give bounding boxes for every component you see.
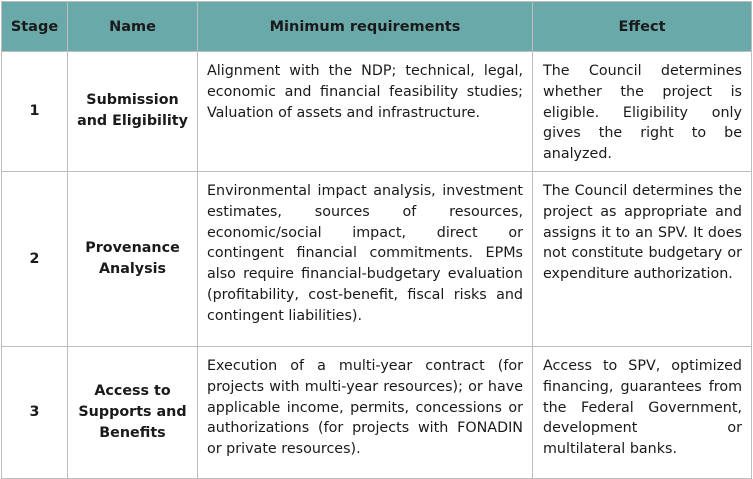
table-body	[2, 52, 752, 479]
header-stage: Stage	[2, 2, 68, 52]
table-row	[2, 52, 752, 172]
header-effect: Effect	[533, 2, 752, 52]
stage-name: Provenance Analysis	[68, 171, 198, 346]
stage-name: Access to Supports and Benefits	[68, 346, 198, 478]
header-row	[2, 2, 752, 52]
effect-cell: The Council determines whether the project is eligible. Eligibility only gives the right to be analyzed.	[533, 52, 752, 172]
stage-number: 1	[2, 52, 68, 172]
header-minimum-requirements: Minimum requirements	[198, 2, 533, 52]
minimum-requirements-cell: Alignment with the NDP; technical, legal, economic and financial feasibility studies; Valuation of assets and infrastructure.	[198, 52, 533, 172]
effect-cell: The Council determines the project as appropriate and assigns it to an SPV. It does not constitute budgetary or expenditure authorization.	[533, 171, 752, 346]
table-row	[2, 171, 752, 346]
stage-name: Submission and Eligibility	[68, 52, 198, 172]
minimum-requirements-cell: Environmental impact analysis, investment estimates, sources of resources, economic/social impact, direct or contingent financial commitments. EPMs also require financial-budgetary evaluation (profitability, cost-benefit, fiscal risks and contingent liabilities).	[198, 171, 533, 346]
effect-cell: Access to SPV, optimized financing, guarantees from the Federal Government, development or multilateral banks.	[533, 346, 752, 478]
header-name: Name	[68, 2, 198, 52]
stages-table	[1, 1, 752, 479]
stage-number: 3	[2, 346, 68, 478]
minimum-requirements-cell: Execution of a multi-year contract (for projects with multi-year resources); or have applicable income, permits, concessions or authorizations (for projects with FONADIN or private resources).	[198, 346, 533, 478]
stage-number: 2	[2, 171, 68, 346]
table-header	[2, 2, 752, 52]
table-row	[2, 346, 752, 478]
